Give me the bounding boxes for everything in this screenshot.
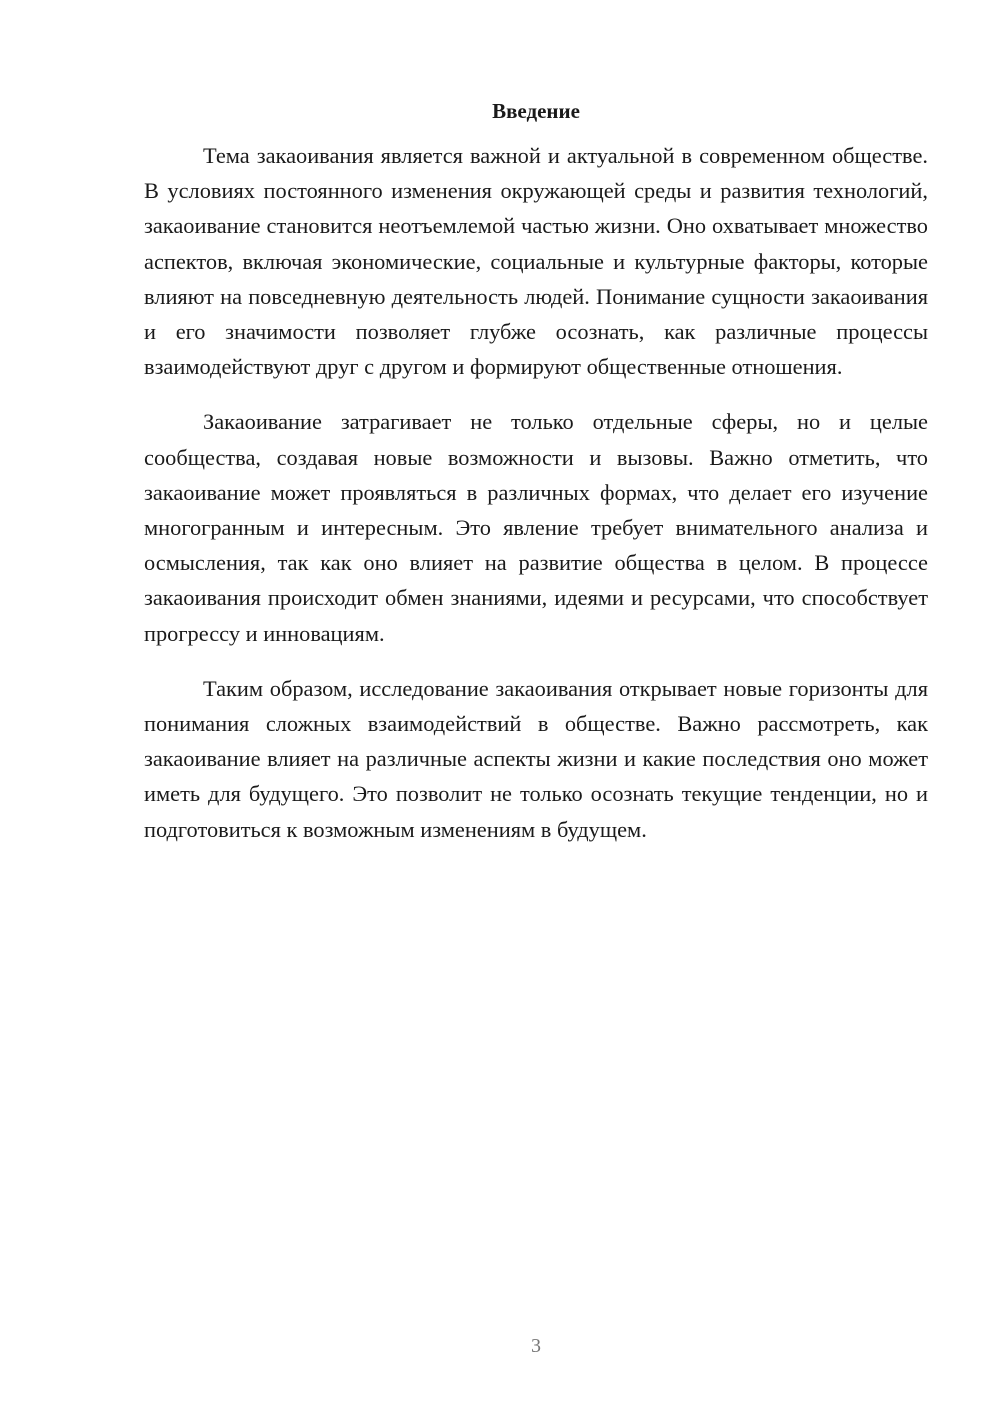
- page-number: 3: [531, 1335, 541, 1357]
- page-content: [144, 96, 928, 867]
- paragraph-3: Таким образом, исследование закаоивания открывает новые горизонты для понимания сложных взаимодействий в обществе. Важно рассмотреть, как закаоивание влияет на различные аспекты жизни и какие последствия оно может иметь для будущего. Это позволит не только осознать текущие тенденции, но и подготовиться к возможным изменениям в будущем.: [144, 675, 928, 842]
- paragraph-1: Тема закаоивания является важной и актуальной в современном обществе. В условиях постоянного изменения окружающей среды и развития технологий, закаоивание становится неотъемлемой частью жизни. Оно охватывает множество аспектов, включая экономические, социальные и культурные факторы, которые влияют на повседневную деятельность людей. Понимание сущности закаоивания и его значимости позволяет глубже осознать, как различные процессы взаимодействуют друг с другом и формируют общественные отношения.: [144, 143, 928, 380]
- section-title: Введение: [492, 99, 580, 123]
- paragraph-2: Закаоивание затрагивает не только отдельные сферы, но и целые сообщества, создавая новые возможности и вызовы. Важно отметить, что закаоивание может проявляться в различных формах, что делает его изучение многогранным и интересным. Это явление требует внимательного анализа и осмысления, так как оно влияет на развитие общества в целом. В процессе закаоивания происходит обмен знаниями, идеями и ресурсами, что способствует прогрессу и инновациям.: [144, 409, 928, 646]
